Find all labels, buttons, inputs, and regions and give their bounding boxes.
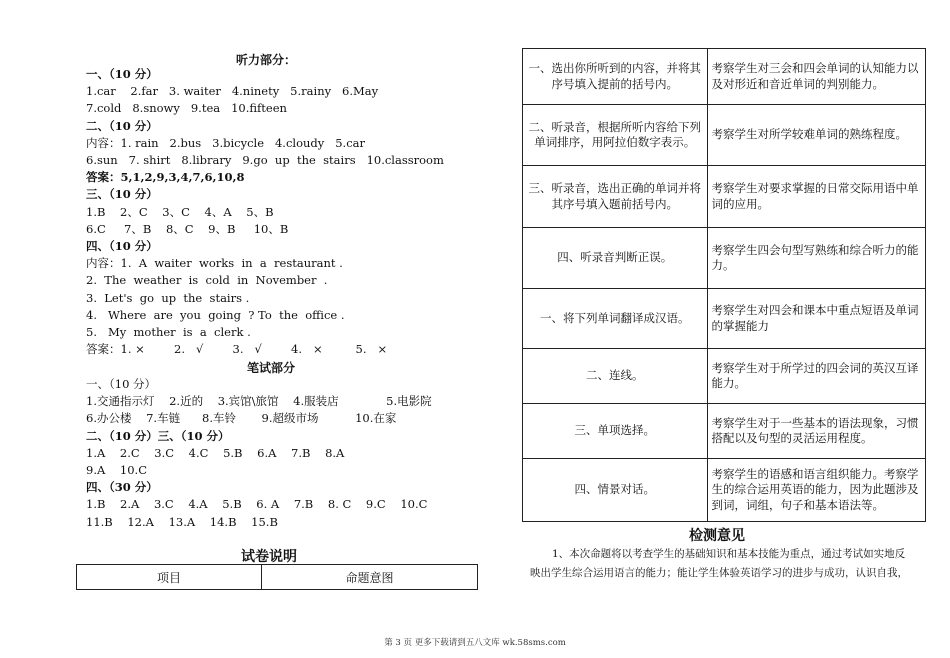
listening-title: 听力部分： <box>236 53 297 67</box>
answer-line: 内容：1. rain 2.bus 3.bicycle 4.cloudy 5.car <box>86 135 365 150</box>
opinion-title: 检测意见 <box>689 528 745 544</box>
answer-line: 三、（10 分） <box>86 187 158 202</box>
answer-line: 6.sun 7. shirt 8.library 9.go up the stairs 10.classroom <box>86 153 444 167</box>
answer-line: 2. The weather is cold in November . <box>86 273 328 288</box>
row-item: 三、单项选择。 <box>523 404 708 459</box>
row-item: 四、听录音判断正误。 <box>523 228 708 289</box>
intent-table <box>522 48 926 522</box>
answer-line: 内容：1. A waiter works in a restaurant . <box>86 256 343 271</box>
answer-line: 7.cold 8.snowy 9.tea 10.fifteen <box>86 101 287 116</box>
answer-line: 答案：1. × 2. √ 3. √ 4. × 5. × <box>86 342 388 357</box>
answer-line: 1.交通指示灯 2.近的 3.宾馆\旅馆 4.服装店 5.电影院 <box>86 394 432 409</box>
answer-line: 1.B 2、C 3、C 4、A 5、B <box>86 204 274 219</box>
answer-line: 1.B 2.A 3.C 4.A 5.B 6. A 7.B 8. C 9.C 10.C <box>86 497 428 512</box>
row-item: 二、听录音，根据所听内容给下列单词排序，用阿拉伯数字表示。 <box>523 105 708 166</box>
row-item: 一、选出你所听到的内容，并将其序号填入提前的括号内。 <box>523 49 708 105</box>
answer-line: 1.A 2.C 3.C 4.C 5.B 6.A 7.B 8.A <box>86 445 345 460</box>
row-intent: 考察学生四会句型写熟练和综合听力的能力。 <box>707 228 925 289</box>
answer-line: 6.C 7、B 8、C 9、B 10、B <box>86 221 289 236</box>
answer-line: 11.B 12.A 13.A 14.B 15.B <box>86 514 278 529</box>
page-footer: 第 3 页 更多下载请到五八文库 wk.58sms.com <box>384 638 566 648</box>
row-item: 三、听录音，选出正确的单词并将其序号填入题前括号内。 <box>523 166 708 228</box>
header-intent: 命题意图 <box>262 565 478 590</box>
row-item: 四、情景对话。 <box>523 459 708 522</box>
answer-line: 3. Let's go up the stairs . <box>86 290 250 305</box>
answer-line: 一、（10 分） <box>86 377 157 391</box>
answer-line: 6.办公楼 7.车链 8.车铃 9.超级市场 10.在家 <box>86 411 397 426</box>
row-intent: 考察学生对要求掌握的日常交际用语中单词的应用。 <box>707 166 925 228</box>
row-intent: 考察学生对于所学过的四会词的英汉互译能力。 <box>707 349 925 404</box>
answer-line: 4. Where are you going ? To the office . <box>86 307 345 322</box>
row-intent: 考察学生对所学较难单词的熟练程度。 <box>707 105 925 166</box>
explanation-table-header <box>76 564 478 590</box>
answer-line: 四、（30 分） <box>86 480 158 495</box>
answer-line: 四、（10 分） <box>86 239 158 253</box>
answer-line: 5. My mother is a clerk . <box>86 325 251 339</box>
row-intent: 考察学生对三会和四会单词的认知能力以及对形近和音近单词的判别能力。 <box>707 49 925 105</box>
answer-line: 答案：5,1,2,9,3,4,7,6,10,8 <box>86 170 245 185</box>
opinion-line-2: 映出学生综合运用语言的能力；能让学生体验英语学习的进步与成功，认识自我， <box>530 567 908 579</box>
header-item: 项目 <box>77 565 262 590</box>
answer-line: 9.A 10.C <box>86 463 147 477</box>
row-item: 二、连线。 <box>523 349 708 404</box>
opinion-line-1: 1、本次命题将以考查学生的基础知识和基本技能为重点，通过考试如实地反 <box>552 548 906 560</box>
answer-line: 二、（10 分）三、（10 分） <box>86 428 230 443</box>
explanation-title: 试卷说明 <box>241 549 297 565</box>
written-title: 笔试部分 <box>247 361 296 375</box>
row-intent: 考察学生对四会和课本中重点短语及单词的掌握能力 <box>707 289 925 349</box>
row-intent: 考察学生的语感和语言组织能力。考察学生的综合运用英语的能力，因为此题涉及到词，词组，句子和基本语法等。 <box>707 459 925 522</box>
answer-line: 二、（10 分） <box>86 118 158 133</box>
answer-line: 一、（10 分） <box>86 67 158 81</box>
row-intent: 考察学生对于一些基本的语法现象，习惯搭配以及句型的灵活运用程度。 <box>707 404 925 459</box>
row-item: 一、将下列单词翻译成汉语。 <box>523 289 708 349</box>
answer-line: 1.car 2.far 3. waiter 4.ninety 5.rainy 6.May <box>86 84 379 99</box>
